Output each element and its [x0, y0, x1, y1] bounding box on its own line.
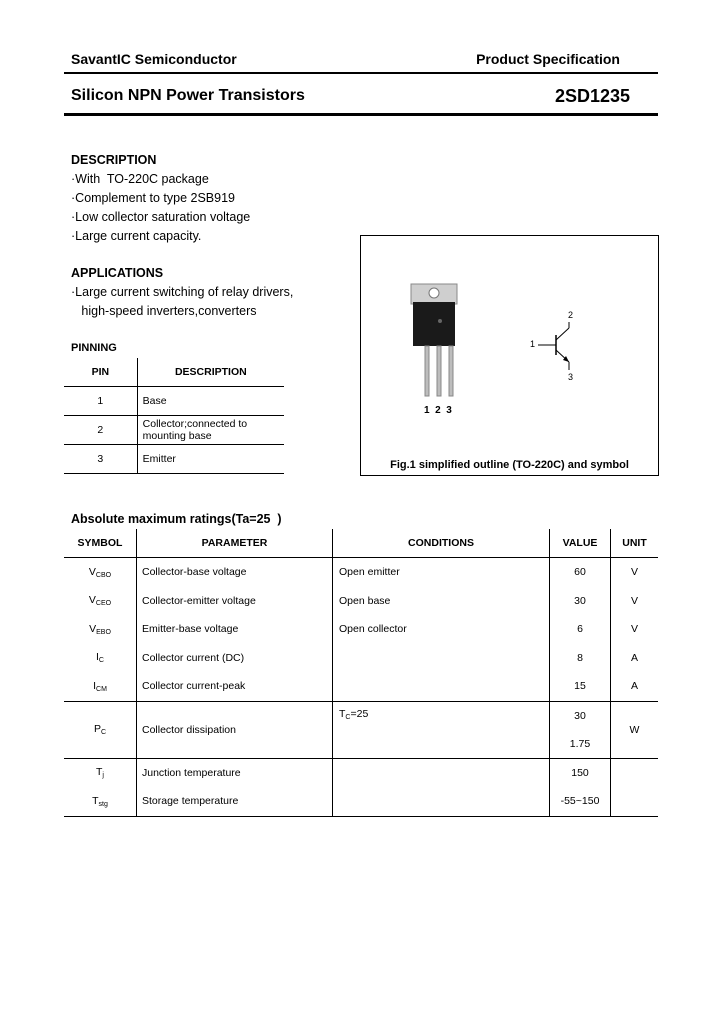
description-item: ·Large current capacity.	[71, 229, 202, 243]
description-item: ·With TO-220C package	[71, 172, 209, 186]
value-1: 30	[574, 709, 586, 722]
symbol-cell	[64, 558, 137, 587]
conditions-cell: Open emitter	[333, 558, 550, 587]
description-item: ·Complement to type 2SB919	[71, 191, 235, 205]
symbol-cell	[64, 615, 137, 644]
conditions-cell	[333, 672, 550, 701]
parameter-cell: Collector-base voltage	[137, 558, 333, 587]
symbol-cell	[64, 587, 137, 616]
unit-cell	[611, 758, 659, 787]
symbol-subscript: C	[98, 657, 104, 665]
parameter-cell: Collector-emitter voltage	[137, 587, 333, 616]
symbol-subscript: CM	[96, 685, 107, 693]
column-header: SYMBOL	[64, 529, 137, 558]
table-header-row	[64, 529, 658, 558]
table-row	[64, 758, 658, 787]
parameter-cell: Collector current (DC)	[137, 644, 333, 673]
value-cell: -55~150	[550, 787, 611, 816]
symbol-subscript: CBO	[95, 571, 112, 579]
applications-list	[71, 283, 293, 321]
table-row	[64, 445, 284, 474]
symbol-cell	[64, 758, 137, 787]
condition-subscript: C	[345, 713, 351, 721]
value-cell: 15	[550, 672, 611, 701]
pin-description: Collector;connected to mounting base	[137, 416, 284, 445]
table-row	[64, 587, 658, 616]
unit-cell: V	[630, 594, 638, 607]
pin-number: 2	[64, 416, 137, 445]
symbol: I	[93, 679, 97, 692]
unit-cell: V	[630, 566, 638, 579]
conditions-cell	[333, 787, 550, 816]
symbol: V	[88, 594, 96, 607]
symbol: T	[96, 766, 103, 779]
value-cell	[550, 701, 611, 758]
symbol-subscript: j	[102, 772, 104, 780]
unit-cell	[611, 787, 659, 816]
column-header: PARAMETER	[137, 529, 333, 558]
header-rule	[64, 72, 658, 74]
condition-symbol: T	[339, 707, 346, 720]
table-row	[64, 644, 658, 673]
part-number: 2SD1235	[554, 86, 630, 106]
symbol: V	[89, 622, 97, 635]
symbol: P	[93, 723, 101, 735]
conditions-cell	[333, 758, 550, 787]
conditions-cell: Open collector	[333, 615, 550, 644]
package-pin-numbers: 1 2 3	[424, 405, 452, 416]
value-2: 1.75	[569, 737, 591, 750]
description-heading: DESCRIPTION	[71, 153, 157, 167]
table-row	[64, 672, 658, 701]
ratings-heading: Absolute maximum ratings(Ta=25 )	[71, 512, 282, 526]
pin-number: 1	[64, 387, 137, 416]
table-row	[64, 416, 284, 445]
parameter-cell: Emitter-base voltage	[137, 615, 333, 644]
column-header: CONDITIONS	[333, 529, 550, 558]
pin-number: 3	[64, 445, 137, 474]
symbol-cell	[64, 644, 137, 673]
conditions-cell	[333, 701, 550, 758]
parameter-cell: Storage temperature	[137, 787, 333, 816]
pinning-table	[64, 358, 284, 474]
conditions-cell: Open base	[333, 587, 550, 616]
applications-item: ·Large current switching of relay drivers,	[71, 285, 294, 299]
symbol-subscript: EBO	[96, 628, 111, 636]
symbol-label-emitter: 3	[568, 372, 574, 382]
symbol-subscript: C	[100, 729, 107, 736]
symbol-subscript: stg	[98, 800, 108, 808]
applications-heading: APPLICATIONS	[71, 266, 164, 280]
parameter-cell: Junction temperature	[137, 758, 333, 787]
pin-description: Base	[137, 387, 284, 416]
title-rule	[64, 113, 658, 116]
column-header: UNIT	[611, 529, 659, 558]
doc-type: Product Specification	[476, 51, 620, 67]
symbol: T	[92, 794, 99, 807]
value-cell: 6	[550, 615, 611, 644]
description-list	[71, 170, 250, 246]
to220-package-drawing	[361, 236, 658, 451]
symbol: I	[96, 651, 99, 664]
pinning-heading: PINNING	[71, 342, 117, 354]
symbol-cell	[64, 672, 137, 701]
symbol-label-base: 1	[530, 339, 536, 349]
value-cell: 8	[550, 644, 611, 673]
package-figure	[360, 235, 659, 476]
company-name: SavantIC Semiconductor	[71, 51, 237, 67]
pin-column-header: PIN	[64, 358, 137, 387]
parameter-cell: Collector current-peak	[137, 672, 333, 701]
ratings-table	[64, 529, 658, 817]
page-title: Silicon NPN Power Transistors	[71, 87, 305, 104]
description-item: ·Low collector saturation voltage	[71, 210, 251, 224]
unit-cell: W	[611, 701, 659, 758]
symbol-cell	[64, 701, 137, 758]
conditions-cell	[333, 644, 550, 673]
unit-cell: A	[611, 672, 659, 701]
table-row	[64, 701, 658, 758]
applications-item: high-speed inverters,converters	[71, 304, 257, 318]
condition-value: =25	[350, 707, 375, 720]
symbol: V	[88, 565, 96, 578]
unit-cell: V	[630, 623, 638, 636]
symbol-label-collector: 2	[568, 310, 574, 320]
table-row	[64, 558, 658, 587]
table-row	[64, 787, 658, 816]
value-cell: 30	[550, 587, 611, 616]
symbol-subscript: CEO	[95, 600, 112, 608]
symbol-cell	[64, 787, 137, 816]
pin-description: Emitter	[137, 445, 284, 474]
figure-caption: Fig.1 simplified outline (TO-220C) and symbol	[390, 459, 629, 471]
description-column-header: DESCRIPTION	[137, 358, 284, 387]
parameter-cell: Collector dissipation	[137, 701, 333, 758]
table-row	[64, 615, 658, 644]
column-header: VALUE	[550, 529, 611, 558]
table-row	[64, 387, 284, 416]
value-cell: 150	[550, 758, 611, 787]
unit-cell: A	[630, 651, 638, 664]
value-cell: 60	[550, 558, 611, 587]
